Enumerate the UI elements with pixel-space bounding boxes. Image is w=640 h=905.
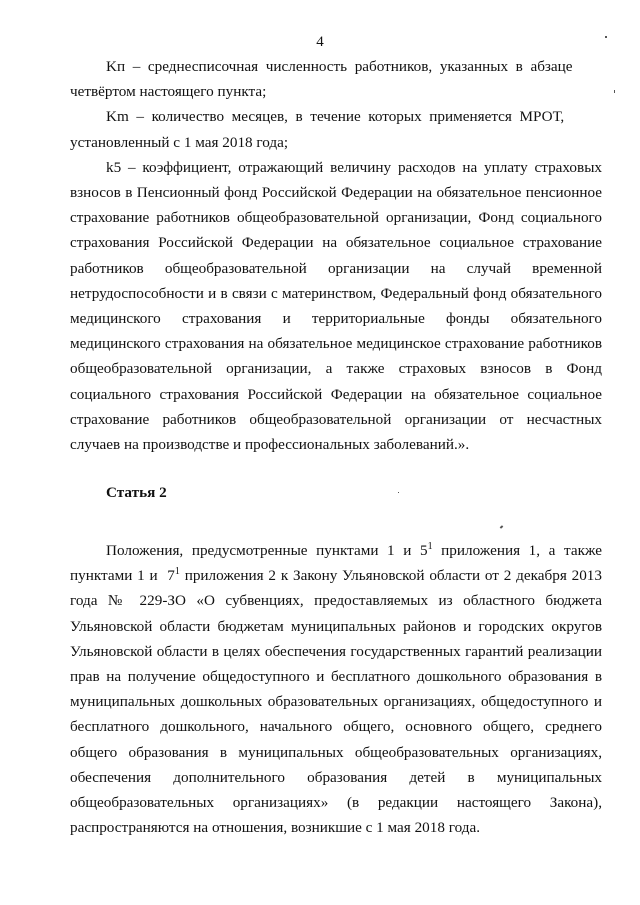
definition-km-line2: установленный с 1 мая 2018 года; — [70, 133, 289, 151]
article-text-part1: Положения, предусмотренные пунктами 1 и 5 — [106, 542, 428, 559]
article-text-part3: приложения 2 к Закону Ульяновской области от 2 декабря 2013 года № 229-ЗО «О субвенциях, предоставляемых из областного бюджета Ульяновской области бюджетам муниципальных районов и городских округов Ульяновской области в целях обеспечения государственных гарантий реализации прав на получение общедоступного и бесплатного дошкольного образования в муниципальных дошкольных образовательных организациях, общедоступного и бесплатного дошкольного, начального общего, основного общего, среднего общего образования в муниципальных общеобразовательных организациях, обеспечения дополнительного образования детей в муниципальных общеобразовательных организациях» (в редакции настоящего Закона), распространяются на отношения, возникшие с 1 мая 2018 года. — [70, 567, 602, 837]
article-paragraph — [70, 538, 606, 840]
scan-speck — [500, 525, 504, 528]
scan-speck — [614, 90, 615, 93]
definition-km — [70, 104, 602, 154]
definitions-block — [70, 54, 602, 457]
definition-kp — [70, 54, 602, 104]
definition-kp-line1: Kп – среднесписочная численность работников, указанных в абзаце — [106, 58, 573, 75]
scan-speck — [605, 36, 607, 38]
article-text-part2: приложения 1, а также пунктами 1 и 7 — [70, 542, 606, 585]
definition-k5: k5 – коэффициент, отражающий величину расходов на уплату страховых взносов в Пенсионный фонд Российской Федерации на обязательное пенсионное страхование работников общеобразовательной организации, Фонд социального страхования Российской Федерации на обязательное социальное страхование работников общеобразовательной организации на случай временной нетрудоспособности и в связи с материнством, Федеральный фонд обязательного медицинского страхования и территориальные фонды обязательного медицинского страхования на обязательное медицинское страхование работников общеобразовательной организации, а также страховых взносов в Фонд социального страхования Российской Федерации на обязательное социальное страхование работников общеобразовательной организации от несчастных случаев на производстве и профессиональных заболеваний.». — [70, 158, 602, 454]
article-body — [70, 538, 606, 840]
definition-kp-line2: четвёртом настоящего пункта; — [70, 83, 267, 101]
article-heading: Статья 2 — [106, 484, 167, 501]
superscript-1: 1 — [427, 540, 433, 552]
scan-speck — [398, 492, 399, 493]
superscript-2: 1 — [174, 566, 180, 578]
page-number: 4 — [316, 34, 324, 50]
definition-km-line1: Km – количество месяцев, в течение которых применяется МРОТ, — [106, 108, 565, 126]
